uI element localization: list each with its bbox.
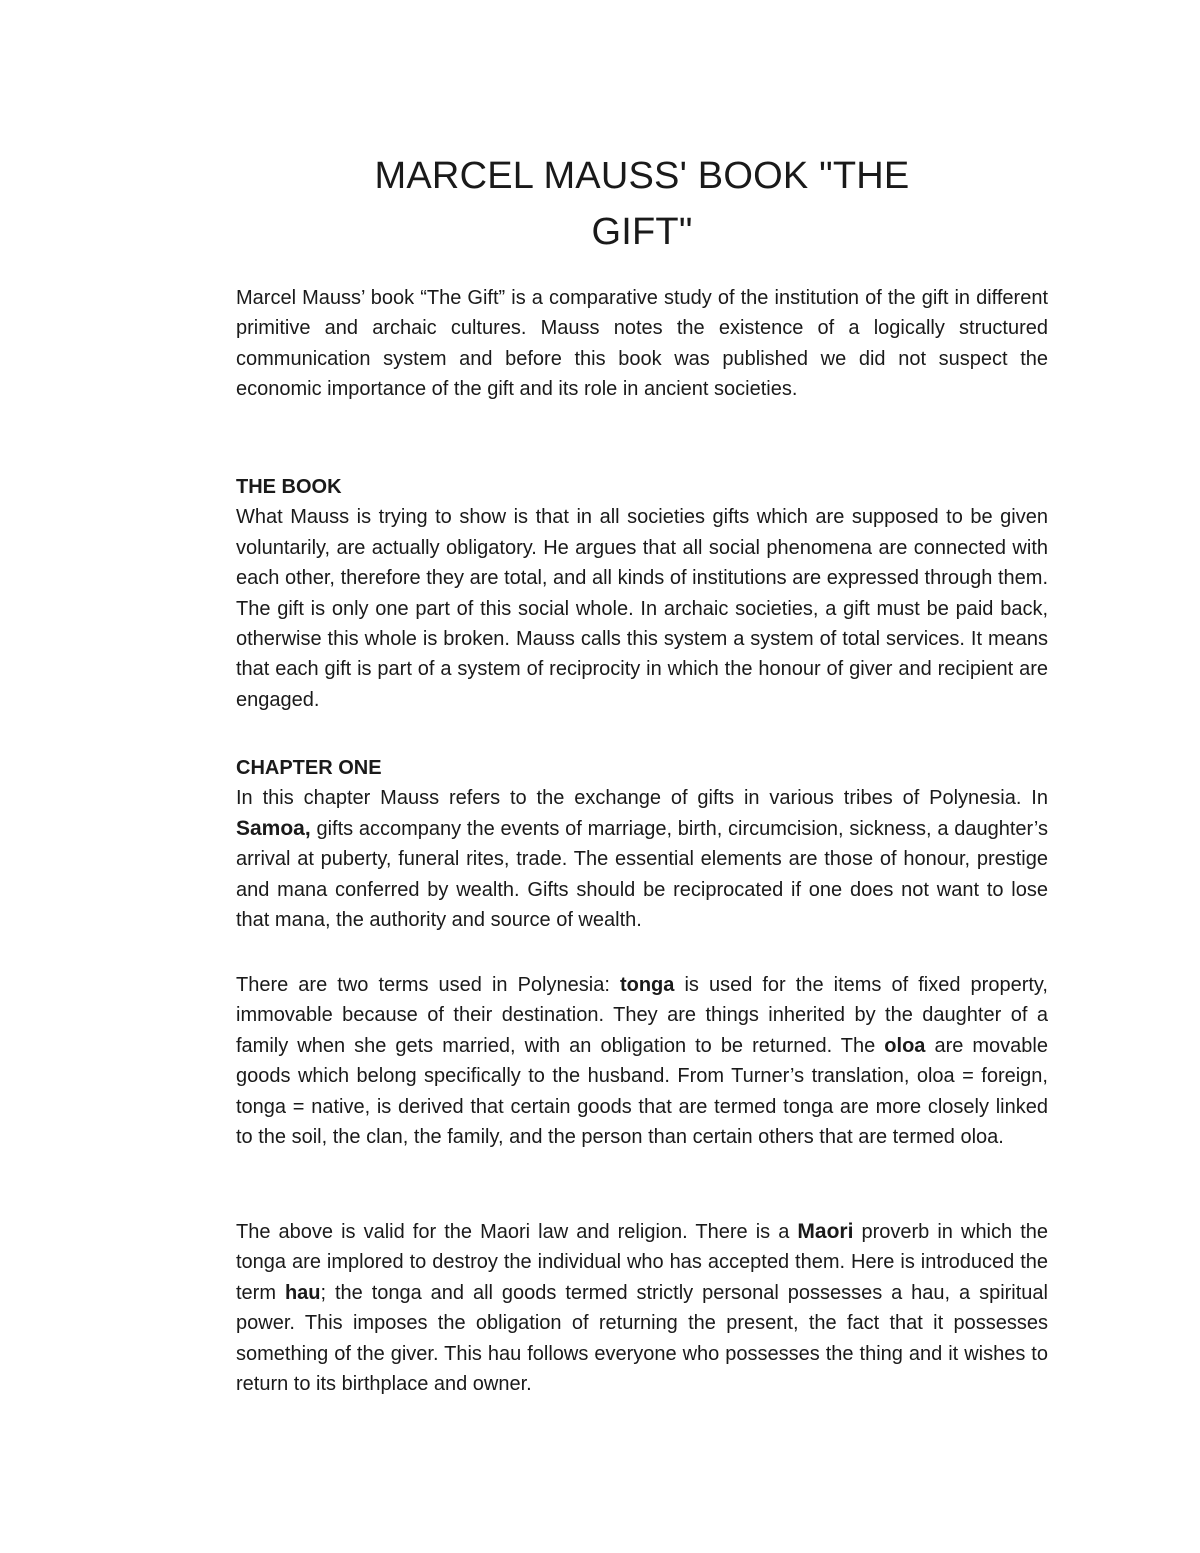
intro-paragraph: Marcel Mauss’ book “The Gift” is a comparative study of the institution of the gift in different primitive and archaic cultures. Mauss notes the existence of a logically structured communication system and before this book was published we did not suspect the economic importance of the gift and its role in ancient societies. [236,287,1048,401]
title-line-2: GIFT" [591,211,693,253]
p1-bold-samoa: Samoa, [236,816,311,840]
p1-text-a: In this chapter Mauss refers to the exchange of gifts in various tribes of Polynesia. In [236,787,1048,810]
chapter-one-paragraph-2-block [236,970,1048,1152]
chapter-one-paragraph-3-block [236,1217,1048,1399]
intro-paragraph-block [236,283,1048,405]
p2-bold-tonga: tonga [619,974,675,996]
p2-text-c: are movable goods which belong specifically to the husband. From Turner’s translation, oloa = foreign, tonga = native, is derived that certain goods that are termed tonga are more closely linked to the soil, the clan, the family, and the person than certain others that are termed oloa. [236,1034,1048,1149]
p3-text-b: proverb in which the tonga are implored to destroy the individual who has accepted them. Here is introduced the term [236,1221,1048,1304]
p3-text-a: The above is valid for the Maori law and religion. There is a [236,1221,798,1243]
section-chapter-one [236,753,1048,935]
p1-text-b: gifts accompany the events of marriage, birth, circumcision, sickness, a daughter’s arrival at puberty, funeral rites, trade. The essential elements are those of honour, prestige and mana conferred by wealth. Gifts should be reciprocated if one does not want to lose that mana, the authority and source of wealth. [236,817,1048,932]
title-line-1: MARCEL MAUSS' BOOK "THE [374,155,910,197]
p2-bold-oloa: oloa [884,1034,926,1057]
section-heading-chapter-one: CHAPTER ONE [236,757,382,779]
chapter-one-paragraph-1 [236,783,1048,935]
chapter-one-paragraph-3 [236,1217,1048,1399]
p3-bold-maori: Maori [797,1220,854,1243]
p3-bold-hau: hau [284,1281,321,1304]
the-book-paragraph: What Mauss is trying to show is that in all societies gifts which are supposed to be given voluntarily, are actually obligatory. He argues that all social phenomena are connected with each other, therefore they are total, and all kinds of institutions are expressed through them. The gift is only one part of this social whole. In archaic societies, a gift must be paid back, otherwise this whole is broken. Mauss calls this system a system of total services. It means that each gift is part of a system of reciprocity in which the honour of giver and recipient are engaged. [236,506,1048,711]
chapter-one-paragraph-2 [236,970,1048,1152]
section-heading-the-book: THE BOOK [236,476,342,498]
p2-text-b: is used for the items of fixed property, immovable because of their destination. They are things inherited by the daughter of a family when she gets married, with an obligation to be returned. The [236,974,1048,1057]
document-title [236,148,1048,260]
section-the-book [236,472,1048,715]
p2-text-a: There are two terms used in Polynesia: [236,974,620,996]
p3-text-c: ; the tonga and all goods termed strictly personal possesses a hau, a spiritual power. This imposes the obligation of returning the present, the fact that it possesses something of the giver. This hau follows everyone who possesses the thing and it wishes to return to its birthplace and owner. [236,1281,1048,1396]
